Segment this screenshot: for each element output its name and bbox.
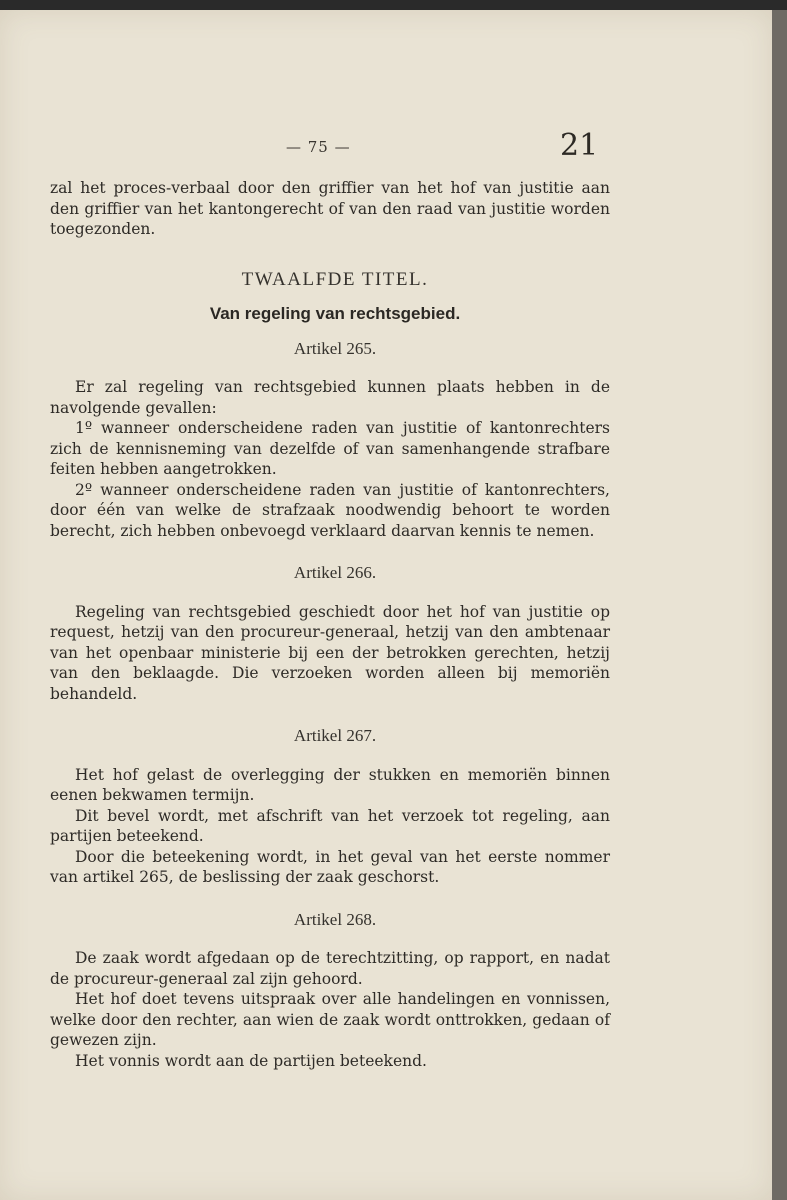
article-268-paragraph-1: De zaak wordt afgedaan op de terechtzitting, op rapport, en nadat de procureur-generaal zal zijn gehoord. — [50, 949, 610, 988]
article-265-heading: Artikel 265. — [293, 338, 377, 358]
section-subtitle: Van regeling van rechtsgebied. — [209, 304, 461, 323]
article-267-paragraph-2: Dit bevel wordt, met afschrift van het verzoek tot regeling, aan partijen beteekend. — [50, 806, 610, 845]
intro-paragraph: zal het proces-verbaal door den griffier van het hof van justitie aan den griffier van het kantongerecht of van den raad van justitie worden toegezonden. — [50, 179, 610, 238]
article-265-paragraph-3: 2º wanneer onderscheidene raden van justitie of kantonrechters, door één van welke de strafzaak noodwendig behoort te worden berecht, zich hebben onbevoegd verklaard daarvan kennis te nemen. — [50, 480, 610, 540]
article-266-heading: Artikel 266. — [293, 563, 377, 582]
page-number-small: — 75 — — [286, 138, 351, 156]
article-265-paragraph-1: Er zal regeling van rechtsgebied kunnen plaats hebben in de navolgende gevallen: — [50, 378, 610, 417]
article-265-paragraph-2: 1º wanneer onderscheidene raden van justitie of kantonrechters zich de kennisneming van dezelfde of van samenhangende strafbare feiten hebben aangetrokken. — [50, 419, 610, 478]
document-page — [0, 10, 772, 1200]
article-266-paragraph-1: Regeling van rechtsgebied geschiedt door het hof van justitie op request, hetzij van den procureur-generaal, hetzij van den ambtenaar van het openbaar ministerie bij een der betrokken gerechten, hetzij van den beklaagde. Die verzoeken worden alleen bij memoriën behandeld. — [50, 602, 610, 703]
page-number-large: 21 — [560, 128, 599, 163]
article-268-paragraph-3: Het vonnis wordt aan de partijen beteekend. — [75, 1051, 427, 1070]
page-body — [50, 178, 610, 1071]
article-268-heading: Artikel 268. — [293, 909, 377, 929]
article-267-paragraph-3: Door die beteekening wordt, in het geval van het eerste nommer van artikel 265, de beslissing der zaak geschorst. — [50, 847, 610, 886]
section-title: TWAALFDE TITEL. — [241, 268, 429, 290]
article-267-paragraph-1: Het hof gelast de overlegging der stukken en memoriën binnen eenen bekwamen termijn. — [50, 765, 610, 804]
scan-top-border — [0, 0, 787, 10]
article-268-paragraph-2: Het hof doet tevens uitspraak over alle handelingen en vonnissen, welke door den rechter, aan wien de zaak wordt onttrokken, gedaan of gewezen zijn. — [50, 990, 610, 1049]
scan-right-border — [772, 10, 787, 1200]
page-header — [0, 128, 772, 168]
article-267-heading: Artikel 267. — [293, 726, 377, 745]
